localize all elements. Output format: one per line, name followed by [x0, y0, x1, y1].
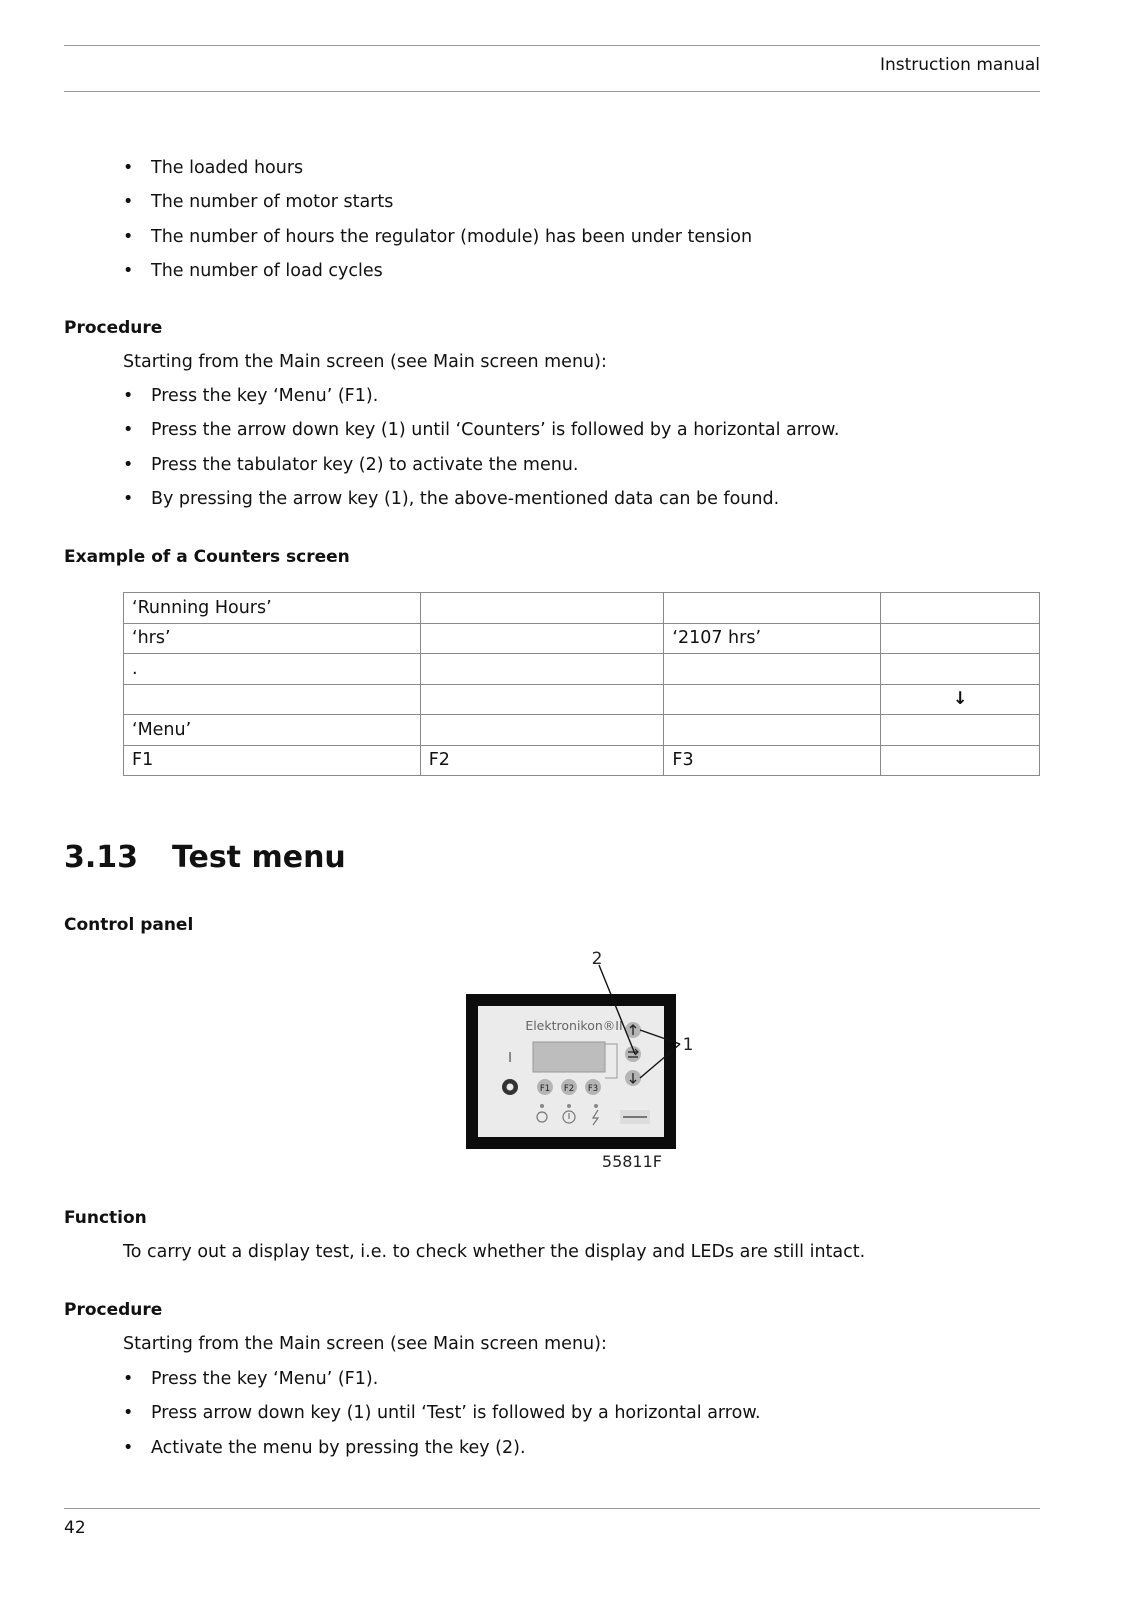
footer-rule	[64, 1508, 1040, 1509]
table-cell: F2	[420, 745, 664, 776]
table-cell	[881, 745, 1040, 776]
list-item: • Press the key ‘Menu’ (F1).	[123, 1367, 761, 1401]
function-heading: Function	[64, 1208, 147, 1228]
list-item: • Activate the menu by pressing the key (2).	[123, 1436, 761, 1470]
f1-key-label: F1	[539, 1084, 551, 1094]
table-cell: F1	[124, 745, 421, 776]
table-cell: ‘hrs’	[124, 623, 421, 654]
table-cell	[881, 654, 1040, 685]
table-cell	[881, 715, 1040, 746]
table-cell: ‘Menu’	[124, 715, 421, 746]
brand-label: Elektronikon®II	[525, 1018, 623, 1033]
table-cell	[420, 623, 664, 654]
procedure-intro: Starting from the Main screen (see Main screen menu):	[123, 352, 607, 372]
list-item: • The number of hours the regulator (module) has been under tension	[123, 225, 752, 259]
page-number: 42	[64, 1518, 86, 1538]
table-cell: F3	[664, 745, 881, 776]
header-bottom-rule	[64, 91, 1040, 92]
list-item: • Press the key ‘Menu’ (F1).	[123, 384, 839, 418]
table-row	[124, 623, 1040, 654]
f3-key-label: F3	[587, 1084, 599, 1094]
header-top-rule	[64, 45, 1040, 46]
table-cell	[881, 623, 1040, 654]
section-number: 3.13	[64, 840, 139, 875]
arrow-down-icon: ↓	[881, 684, 1040, 715]
start-key-symbol: I	[508, 1051, 512, 1066]
procedure-steps	[123, 1367, 761, 1470]
table-cell: ‘Running Hours’	[124, 593, 421, 624]
counters-list	[123, 156, 752, 293]
table-cell	[664, 654, 881, 685]
control-panel-heading: Control panel	[64, 915, 194, 935]
list-item: • Press the tabulator key (2) to activate the menu.	[123, 453, 839, 487]
table-cell	[664, 684, 881, 715]
header-title: Instruction manual	[879, 55, 1040, 75]
section-title	[64, 840, 346, 875]
table-row	[124, 745, 1040, 776]
table-cell	[420, 715, 664, 746]
table-row	[124, 593, 1040, 624]
procedure-intro: Starting from the Main screen (see Main screen menu):	[123, 1334, 607, 1354]
table-cell	[420, 593, 664, 624]
figure-code: 55811F	[601, 1152, 662, 1171]
table-cell: .	[124, 654, 421, 685]
table-cell	[420, 654, 664, 685]
table-row	[124, 654, 1040, 685]
counters-screen-table	[123, 592, 1040, 776]
callout-1: 1	[682, 1035, 694, 1055]
procedure-heading: Procedure	[64, 318, 163, 338]
list-item: • The loaded hours	[123, 156, 752, 190]
example-heading: Example of a Counters screen	[64, 547, 350, 567]
list-item: • The number of load cycles	[123, 259, 752, 293]
list-item: • Press the arrow down key (1) until ‘Counters’ is followed by a horizontal arrow.	[123, 418, 839, 452]
table-cell	[664, 593, 881, 624]
table-cell	[124, 684, 421, 715]
f2-key-label: F2	[563, 1084, 575, 1094]
list-item: • By pressing the arrow key (1), the above-mentioned data can be found.	[123, 487, 839, 521]
table-row	[124, 684, 1040, 715]
table-cell	[881, 593, 1040, 624]
procedure-steps	[123, 384, 839, 521]
table-cell	[664, 715, 881, 746]
display-window	[533, 1042, 605, 1072]
list-item: • The number of motor starts	[123, 190, 752, 224]
control-panel-illustration	[462, 949, 712, 1172]
procedure-heading: Procedure	[64, 1300, 163, 1320]
section-title-text: Test menu	[172, 840, 346, 875]
table-cell: ‘2107 hrs’	[664, 623, 881, 654]
list-item: • Press arrow down key (1) until ‘Test’ is followed by a horizontal arrow.	[123, 1401, 761, 1435]
control-panel-figure	[462, 949, 712, 1172]
table-cell	[420, 684, 664, 715]
function-text: To carry out a display test, i.e. to check whether the display and LEDs are still intact.	[123, 1242, 866, 1262]
callout-2: 2	[591, 949, 603, 969]
table-row	[124, 715, 1040, 746]
